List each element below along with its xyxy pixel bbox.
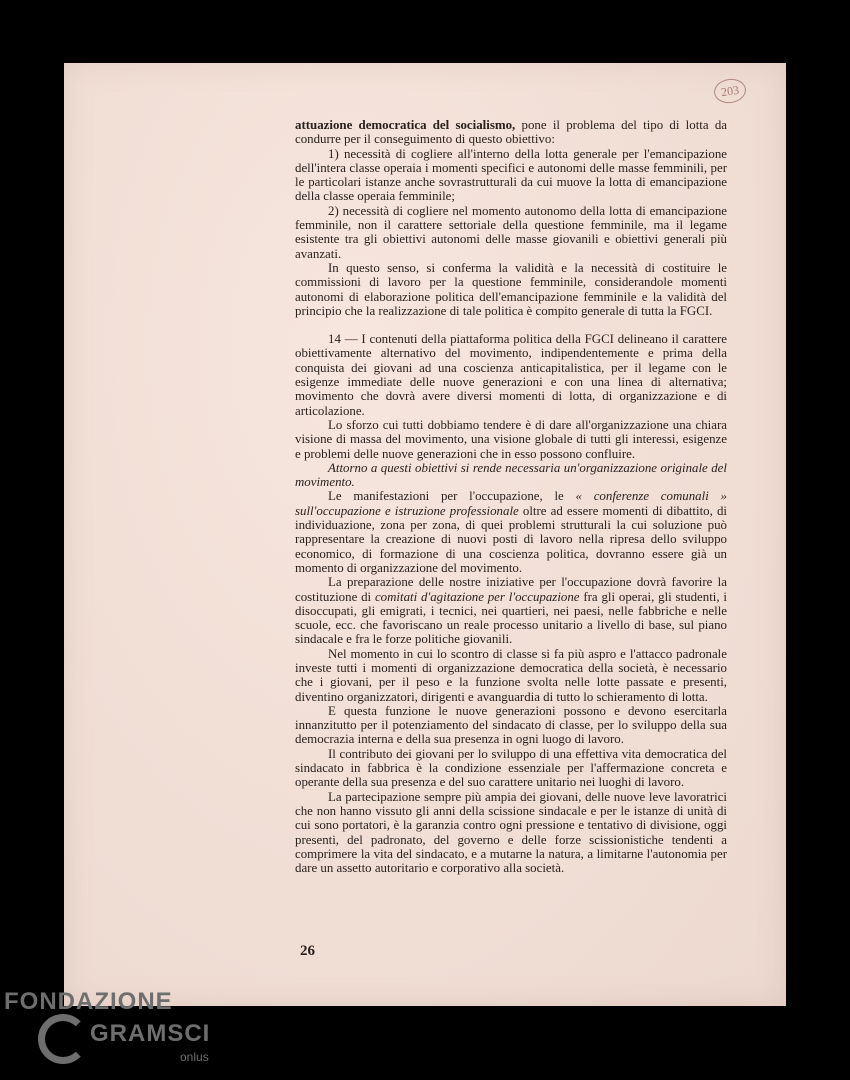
paragraph-emphasis: « conferenze comunali » sull'occupazione e istruzione professionale xyxy=(295,489,727,518)
archive-stamp: 203 xyxy=(712,77,747,105)
paragraph: In questo senso, si conferma la validità e la necessità di costituire le commissioni di lavoro per la questione femminile, considerandole momenti autonomi di elaborazione politica dell'emancipazione femminile e la validità del principio che la realizzazione di tale politica è compito generale di tutta la FGCI. xyxy=(295,260,727,318)
page-number: 26 xyxy=(300,943,315,959)
paragraph-emphasis: Attorno a questi obiettivi si rende necessaria un'organizzazione originale del movimento. xyxy=(295,460,727,490)
paragraph xyxy=(295,461,727,490)
paragraph-text: pone il problema del tipo di lotta da condurre per il conseguimento di questo obiettivo: xyxy=(295,118,727,147)
paragraph: E questa funzione le nuove generazioni possono e devono esercitarla innanzitutto per il potenziamento del sindacato di classe, per lo sviluppo della sua democrazia interna e della sua presenza in ogni luogo di lavoro. xyxy=(295,703,727,747)
paragraph-text: fra gli operai, gli studenti, i disoccupati, gli emigrati, i tecnici, nei quartieri, nei paesi, nelle fabbriche e nelle scuole, ecc. che favoriscano un reale processo unitario a livello di base, sul piano sindacale e fra le forze politiche giovanili. xyxy=(295,589,727,647)
paragraph-pre: Le manifestazioni per l'occupazione, le xyxy=(328,489,576,504)
paragraph-pre: La preparazione delle nostre iniziative per l'occupazione dovrà favorire la costituzione di xyxy=(295,575,727,604)
paragraph: La partecipazione sempre più ampia dei giovani, delle nuove leve lavoratrici che non hanno vissuto gli anni della scissione sindacale e per le istanze di unità di cui sono portatori, è la garanzia contro ogni pressione e tentativo di divisione, oggi presenti, del padronato, del governo e delle forze scissionistiche tendenti a comprimere la vita del sindacato, e a mutarne la natura, a limitarne l'autonomia per dare un assetto autoritario e corporativo alla società. xyxy=(295,789,727,876)
paragraph-lead: attuazione democratica del socialismo, xyxy=(295,118,516,132)
paragraph: 14 — I contenuti della piattaforma politica della FGCI delineano il carattere obiettivamente alternativo del movimento, indipendentemente e prima della conquista dei giovani ad una coscienza anticapitalistica, per il legame con le esigenze immediate delle nuove generazioni e con una linea di alternativa; movimento che dovrà avere diversi momenti di lotta, di organizzazione e di articolazione. xyxy=(295,332,727,418)
paragraph: 2) necessità di cogliere nel momento autonomo della lotta di emancipazione femminile, non il carattere settoriale della questione femminile, ma il legame esistente tra gli obiettivi autonomi delle masse giovanili e obiettivi generali più avanzati. xyxy=(295,203,727,261)
watermark-line1: FONDAZIONE xyxy=(4,988,173,1015)
document-page xyxy=(64,63,786,1006)
gramsci-g-icon xyxy=(38,1014,88,1064)
paragraph: Lo sforzo cui tutti dobbiamo tendere è di dare all'organizzazione una chiara visione di massa del movimento, una visione globale di tutti gli interessi, esigenze e problemi delle nuove generazioni che in esso possono confluire. xyxy=(295,417,727,461)
paragraph xyxy=(295,575,727,646)
paragraph: Nel momento in cui lo scontro di classe si fa più aspro e l'attacco padronale investe tutti i momenti di organizzazione democratica della società, è necessario che i giovani, per il peso e la funzione svolta nelle lotte passate e presenti, diventino organizzatori, dirigenti e avanguardia di tutto lo schieramento di lotta. xyxy=(295,646,727,704)
paragraph-text: oltre ad essere momenti di dibattito, di individuazione, zona per zona, di quei problemi strutturali la cui soluzione può rappresentare la creazione di nuovi posti di lavoro nella ripresa dello sviluppo economico, di formazione di una coscienza politica, dovranno essere già un momento di organizzazione del movimento. xyxy=(295,503,727,575)
watermark-line2: GRAMSCI xyxy=(90,1020,211,1047)
body-text xyxy=(295,118,727,875)
paragraph xyxy=(295,489,727,575)
paragraph xyxy=(295,118,727,147)
watermark-logo xyxy=(4,988,214,1074)
paragraph-emphasis: comitati d'agitazione per l'occupazione xyxy=(374,589,580,604)
watermark-sub: onlus xyxy=(180,1050,209,1064)
paragraph: Il contributo dei giovani per lo sviluppo di una effettiva vita democratica del sindacato in fabbrica è la condizione essenziale per l'affermazione concreta e operante della sua presenza e del suo carattere unitario nei luoghi di lavoro. xyxy=(295,746,727,790)
paragraph: 1) necessità di cogliere all'interno della lotta generale per l'emancipazione dell'intera classe operaia i momenti specifici e autonomi delle masse femminili, per le particolari istanze anche sovrastrutturali da cui muove la lotta di emancipazione della classe operaia femminile; xyxy=(295,146,727,204)
